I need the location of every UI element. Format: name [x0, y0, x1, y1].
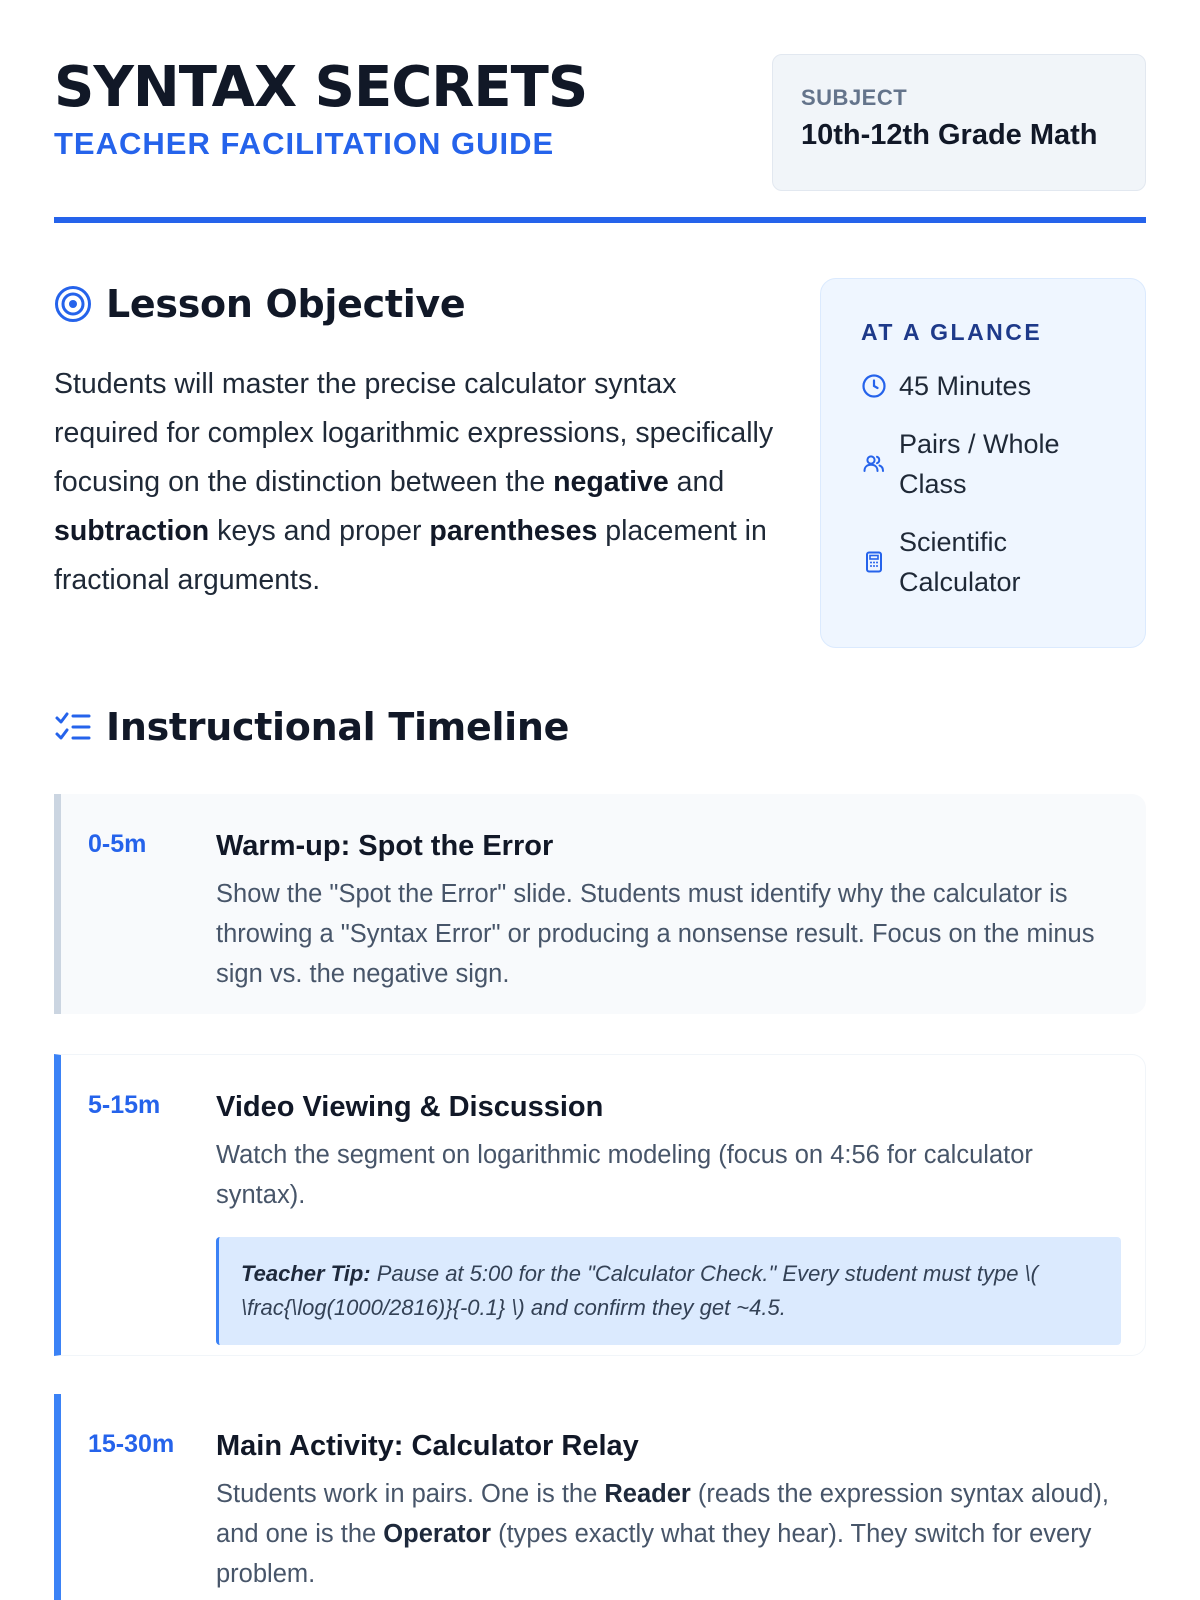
glance-item-duration — [861, 366, 1105, 406]
timeline-content — [216, 1428, 1121, 1594]
checklist-icon — [54, 710, 92, 744]
timeline-time: 5-15m — [88, 1091, 161, 1119]
bold-parentheses: parentheses — [429, 515, 598, 547]
calculator-icon — [861, 549, 887, 575]
at-a-glance-card — [820, 278, 1146, 648]
target-icon — [54, 285, 92, 323]
teacher-tip — [216, 1237, 1121, 1345]
objective-paragraph: Students will master the precise calculator syntax required for complex logarithmic expressions, specifically focusing on the distinction between the negative and subtraction keys and proper parentheses placement in fractional arguments. — [54, 368, 774, 596]
glance-item-label: Pairs / Whole Class — [899, 429, 1060, 499]
timeline-content — [216, 1089, 1121, 1345]
users-icon — [861, 451, 887, 477]
timeline-title: Main Activity: Calculator Relay — [216, 1430, 639, 1462]
glance-item-label: Scientific Calculator — [899, 527, 1021, 597]
document-header — [54, 54, 1146, 224]
timeline-block-relay — [54, 1394, 1146, 1600]
subject-value: 10th-12th Grade Math — [801, 119, 1098, 151]
objective-heading-text: Lesson Objective — [106, 282, 466, 326]
glance-title: AT A GLANCE — [861, 319, 1043, 345]
subject-card — [772, 54, 1146, 191]
document-subtitle: TEACHER FACILITATION GUIDE — [54, 126, 555, 161]
bold-negative: negative — [553, 466, 669, 498]
teacher-tip-text: Pause at 5:00 for the "Calculator Check." Every student must type \( \frac{\log(1000/2816)}{-0.1} \) and confirm they get ~4.5. — [241, 1261, 1038, 1320]
timeline-time: 15-30m — [88, 1430, 175, 1458]
bold-operator: Operator — [383, 1520, 491, 1548]
objective-heading — [54, 282, 465, 326]
header-divider — [54, 217, 1146, 223]
timeline-content — [216, 828, 1121, 994]
glance-item-label: 45 Minutes — [899, 371, 1032, 401]
timeline-title: Warm-up: Spot the Error — [216, 830, 554, 862]
document-title: SYNTAX SECRETS — [54, 55, 588, 120]
teacher-tip-label: Teacher Tip: — [241, 1261, 371, 1286]
timeline-heading-text: Instructional Timeline — [106, 705, 570, 749]
clock-icon — [861, 373, 887, 399]
glance-item-grouping — [861, 424, 1105, 504]
timeline-block-warmup — [54, 794, 1146, 1014]
timeline-block-video — [54, 1054, 1146, 1356]
timeline-description: Students work in pairs. One is the Reader (reads the expression syntax aloud), and one is the Operator (types exactly what they hear). They switch for every problem. — [216, 1480, 1109, 1588]
subject-label: SUBJECT — [801, 85, 908, 110]
bold-subtraction: subtraction — [54, 515, 210, 547]
timeline-heading — [54, 705, 569, 749]
timeline-description: Show the "Spot the Error" slide. Students must identify why the calculator is throwing a "Syntax Error" or producing a nonsense result. Focus on the minus sign vs. the negative sign. — [216, 880, 1095, 988]
glance-item-materials — [861, 522, 1105, 602]
timeline-time: 0-5m — [88, 830, 147, 858]
timeline-description: Watch the segment on logarithmic modeling (focus on 4:56 for calculator syntax). — [216, 1141, 1033, 1209]
bold-reader: Reader — [604, 1480, 691, 1508]
timeline-title: Video Viewing & Discussion — [216, 1091, 604, 1123]
